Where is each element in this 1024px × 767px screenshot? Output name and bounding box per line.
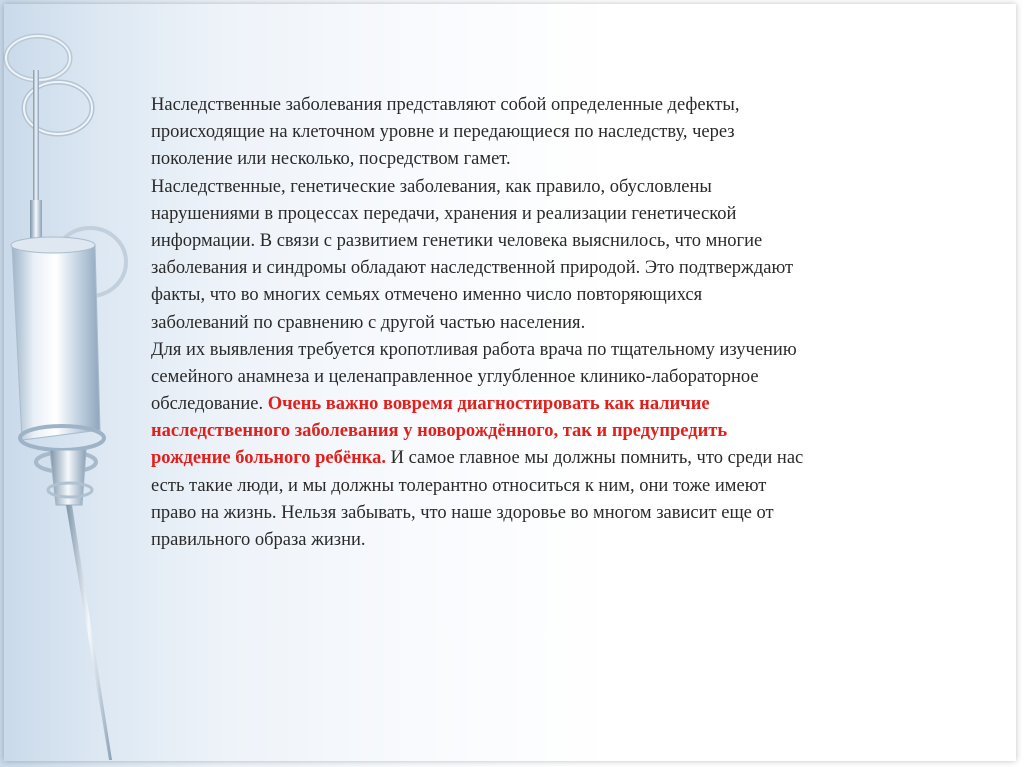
text-line-16: право на жизнь. Нельзя забывать, что наше здоровье во многом зависит еще от bbox=[151, 502, 774, 523]
text-line-2: происходящие на клеточном уровне и передающиеся по наследству, через bbox=[151, 122, 735, 143]
text-block bbox=[151, 92, 981, 554]
text-line-1: Наследственные заболевания представляют собой определенные дефекты, bbox=[151, 95, 740, 115]
highlight-text: наследственного заболевания у новорождённого, так и предупредить bbox=[151, 421, 728, 442]
text-plain: И самое главное мы должны помнить, что среди нас bbox=[390, 448, 804, 469]
text-line-5: нарушениями в процессах передачи, хранения и реализации генетической bbox=[151, 203, 737, 224]
text-line-15: есть такие люди, и мы должны толерантно относиться к ним, они тоже имеют bbox=[151, 475, 767, 496]
text-line-12 bbox=[151, 391, 981, 418]
text-line-14 bbox=[151, 445, 981, 472]
highlight-text: Очень важно вовремя диагностировать как наличие bbox=[267, 394, 710, 415]
text-line-4: Наследственные, генетические заболевания, как правило, обусловлены bbox=[151, 176, 712, 197]
text-line-10: Для их выявления требуется кропотливая работа врача по тщательному изучению bbox=[151, 339, 797, 360]
text-line-7: заболевания и синдромы обладают наследственной природой. Это подтверждают bbox=[151, 258, 794, 279]
text-line-13 bbox=[151, 418, 981, 445]
text-line-17: правильного образа жизни. bbox=[151, 530, 366, 550]
text-line-11: семейного анамнеза и целенаправленное углубленное клинико-лабораторное bbox=[151, 366, 759, 387]
text-plain: обследование. bbox=[151, 394, 264, 415]
text-line-9: заболеваний по сравнению с другой частью населения. bbox=[151, 312, 586, 333]
text-line-6: информации. В связи с развитием генетики человека выяснилось, что многие bbox=[151, 230, 763, 251]
highlight-text: рождение больного ребёнка. bbox=[151, 448, 386, 469]
text-line-8: факты, что во многих семьях отмечено именно число повторяющихся bbox=[151, 285, 703, 306]
text-line-3: поколение или несколько, посредством гамет. bbox=[151, 149, 511, 170]
